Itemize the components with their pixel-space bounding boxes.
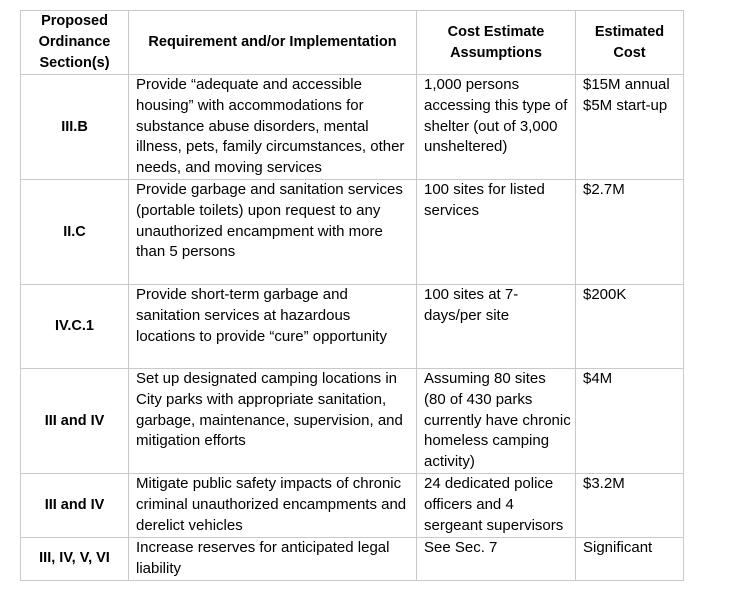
cell-cost: $200K [576, 284, 684, 368]
cell-section: II.C [21, 179, 129, 284]
header-row [21, 11, 684, 75]
cell-cost: $3.2M [576, 473, 684, 537]
header-section: Proposed Ordinance Section(s) [21, 11, 129, 75]
cell-cost: $2.7M [576, 179, 684, 284]
table-body [21, 75, 684, 581]
cell-assumptions: 100 sites at 7-days/per site [417, 284, 576, 368]
cell-requirement: Set up designated camping locations in City parks with appropriate sanitation, garbage, maintenance, supervision, and mitigation efforts [129, 368, 417, 473]
table-row [21, 284, 684, 368]
cell-requirement: Mitigate public safety impacts of chronic criminal unauthorized encampments and derelict vehicles [129, 473, 417, 537]
table-row [21, 537, 684, 580]
table-row [21, 368, 684, 473]
cell-assumptions: 1,000 persons accessing this type of shelter (out of 3,000 unsheltered) [417, 75, 576, 180]
table-header [21, 11, 684, 75]
cell-cost: Significant [576, 537, 684, 580]
cell-section: III and IV [21, 473, 129, 537]
cell-section: III, IV, V, VI [21, 537, 129, 580]
cell-requirement: Provide “adequate and accessible housing” with accommodations for substance abuse disorders, mental illness, pets, family circumstances, other needs, and moving services [129, 75, 417, 180]
cell-assumptions: Assuming 80 sites (80 of 430 parks currently have chronic homeless camping activity) [417, 368, 576, 473]
cell-section: III.B [21, 75, 129, 180]
cell-section: III and IV [21, 368, 129, 473]
table-row [21, 179, 684, 284]
cell-cost: $15M annual $5M start-up [576, 75, 684, 180]
cell-assumptions: 100 sites for listed services [417, 179, 576, 284]
ordinance-cost-table [20, 10, 684, 581]
header-assumptions: Cost Estimate Assumptions [417, 11, 576, 75]
cell-assumptions: 24 dedicated police officers and 4 sergeant supervisors [417, 473, 576, 537]
header-requirement: Requirement and/or Implementation [129, 11, 417, 75]
cell-assumptions: See Sec. 7 [417, 537, 576, 580]
cell-section: IV.C.1 [21, 284, 129, 368]
header-cost: Estimated Cost [576, 11, 684, 75]
table-row [21, 75, 684, 180]
cell-requirement: Provide short-term garbage and sanitation services at hazardous locations to provide “cure” opportunity [129, 284, 417, 368]
cell-cost: $4M [576, 368, 684, 473]
table-row [21, 473, 684, 537]
cell-requirement: Increase reserves for anticipated legal liability [129, 537, 417, 580]
cell-requirement: Provide garbage and sanitation services (portable toilets) upon request to any unauthorized encampment with more than 5 persons [129, 179, 417, 284]
